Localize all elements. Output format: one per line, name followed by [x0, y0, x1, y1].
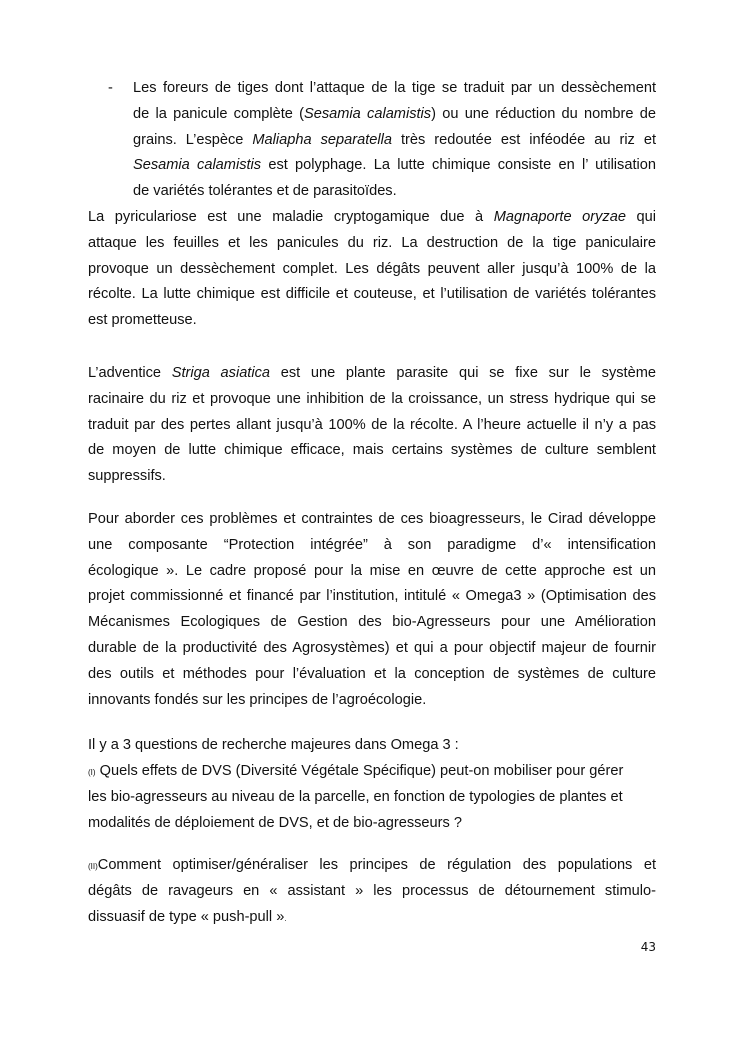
- text-line: Sesamia calamistis est polyphage. La lutte chimique consiste en l’ utilisation: [133, 157, 656, 174]
- bullet-dash: -: [108, 80, 113, 96]
- text-line: traduit par des pertes allant jusqu’à 100% de la récolte. A l’heure actuelle il n’y a pas: [88, 416, 656, 433]
- text-line: écologique ». Le cadre proposé pour la mise en œuvre de cette approche est un: [88, 562, 656, 579]
- text-line: provoque un dessèchement complet. Les dégâts peuvent aller jusqu’à 100% de la: [88, 260, 656, 277]
- text-line: les bio-agresseurs au niveau de la parcelle, en fonction de typologies de plantes et: [88, 788, 623, 805]
- species-name: Sesamia calamistis: [133, 157, 262, 174]
- text-line: une composante “Protection intégrée” à son paradigme d’« intensification: [88, 536, 656, 553]
- text-line: de la panicule complète (Sesamia calamistis) ou une réduction du nombre de: [133, 105, 656, 122]
- question-1: [88, 759, 656, 836]
- text-line: projet commissionné et financé par l’institution, intitulé « Omega3 » (Optimisation des: [88, 588, 656, 605]
- text-line: racinaire du riz et provoque une inhibition de la croissance, un stress hydrique qui se: [88, 390, 656, 407]
- text-line: attaque les feuilles et les panicules du riz. La destruction de la tige paniculaire: [88, 234, 656, 251]
- text-line: L’adventice Striga asiatica est une plante parasite qui se fixe sur le système: [88, 365, 656, 381]
- question-2: [88, 853, 656, 930]
- paragraph-striga: [88, 361, 656, 490]
- text-line: durable de la productivité des Agrosystèmes) et qui a pour objectif majeur de fournir: [88, 639, 656, 656]
- question-marker: (II): [88, 862, 98, 871]
- text-line: des outils et méthodes pour l’évaluation et la conception de systèmes de culture: [88, 665, 656, 682]
- text-line: Pour aborder ces problèmes et contraintes de ces bioagresseurs, le Cirad développe: [88, 511, 656, 527]
- text-line: de variétés tolérantes et de parasitoïdes.: [133, 183, 397, 200]
- text-line: Il y a 3 questions de recherche majeures dans Omega 3 :: [88, 737, 459, 753]
- question-marker: (I): [88, 768, 96, 777]
- text-line: (II)Comment optimiser/généraliser les principes de régulation des populations et: [88, 857, 656, 873]
- paragraph-pyriculariose: [88, 205, 656, 334]
- paragraph-questions-intro: [88, 733, 656, 759]
- text-line: modalités de déploiement de DVS, et de bio-agresseurs ?: [88, 814, 462, 831]
- text-line: récolte. La lutte chimique est difficile et couteuse, et l’utilisation de variétés tolérantes: [88, 286, 656, 303]
- text-line: innovants fondés sur les principes de l’agroécologie.: [88, 691, 427, 708]
- species-name: Striga asiatica: [171, 365, 271, 381]
- species-name: Maliapha separatella: [252, 131, 392, 148]
- text-line: (I) Quels effets de DVS (Diversité Végétale Spécifique) peut-on mobiliser pour gérer: [88, 763, 624, 779]
- species-name: Magnaporte oryzae: [493, 209, 626, 225]
- text-line: dissuasif de type « push-pull ».: [88, 908, 287, 925]
- text-line: de moyen de lutte chimique efficace, mais certains systèmes de culture semblent: [88, 442, 656, 459]
- text-line: grains. L’espèce Maliapha separatella très redoutée est inféodée au riz et: [133, 131, 656, 148]
- paragraph-cirad: [88, 507, 656, 713]
- page-number: 43: [640, 940, 656, 954]
- species-name: Sesamia calamistis: [304, 105, 432, 122]
- bullet-paragraph: [133, 76, 656, 205]
- text-line: La pyriculariose est une maladie cryptogamique due à Magnaporte oryzae qui: [88, 209, 656, 225]
- text-line: Mécanismes Ecologiques de Gestion des bio-Agresseurs pour une Amélioration: [88, 614, 656, 631]
- text-line: dégâts de ravageurs en « assistant » les processus de détournement stimulo-: [88, 882, 656, 899]
- text-line: est prometteuse.: [88, 312, 197, 329]
- text-line: suppressifs.: [88, 468, 166, 485]
- text-line: Les foreurs de tiges dont l’attaque de la tige se traduit par un dessèchement: [133, 80, 656, 96]
